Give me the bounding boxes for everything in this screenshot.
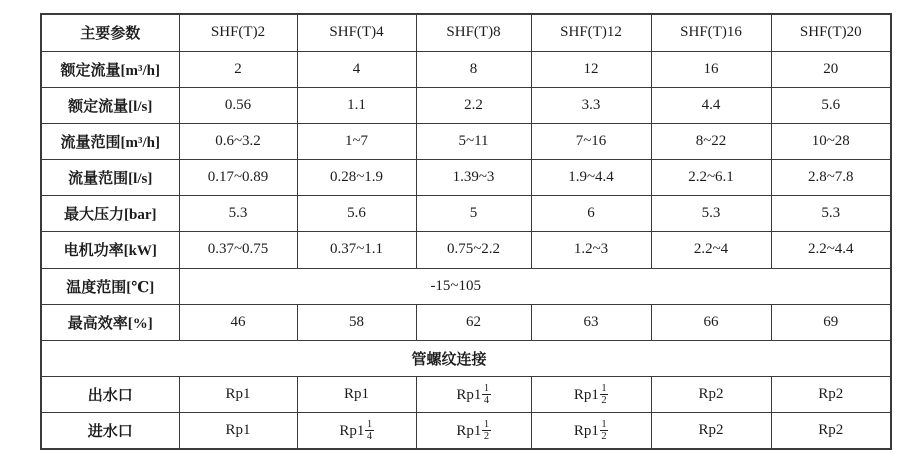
table-row: [41, 51, 891, 87]
value-cell: 8~22: [651, 123, 771, 159]
thread-size-prefix: Rp1: [343, 386, 369, 403]
column-header-model: SHF(T)4: [297, 14, 416, 51]
thread-size-fraction: [365, 419, 373, 443]
row-label: 额定流量[m³/h]: [41, 51, 179, 87]
value-cell: [179, 413, 297, 449]
value-cell: 0.37~1.1: [297, 232, 416, 268]
value-cell: 1~7: [297, 123, 416, 159]
value-cell: 5.3: [771, 196, 891, 232]
value-cell: 5.3: [651, 196, 771, 232]
value-cell: 5.6: [771, 87, 891, 123]
value-cell: 2.2~6.1: [651, 160, 771, 196]
fraction-denominator: 4: [366, 431, 373, 443]
thread-size-prefix: Rp2: [698, 386, 724, 403]
thread-size-fraction: [600, 419, 608, 443]
value-cell: 10~28: [771, 123, 891, 159]
column-header-model: SHF(T)16: [651, 14, 771, 51]
value-cell: [771, 377, 891, 413]
table-row: [41, 268, 891, 304]
thread-size-prefix: Rp2: [818, 386, 844, 403]
row-label: 额定流量[l/s]: [41, 87, 179, 123]
value-cell: 0.75~2.2: [416, 232, 531, 268]
value-cell: 69: [771, 304, 891, 340]
thread-size-prefix: Rp1: [225, 386, 251, 403]
value-cell: 2.2: [416, 87, 531, 123]
value-cell: [771, 413, 891, 449]
value-cell: [531, 377, 651, 413]
value-cell: 4: [297, 51, 416, 87]
value-cell: 2: [179, 51, 297, 87]
value-cell: 5.3: [179, 196, 297, 232]
value-cell: 4.4: [651, 87, 771, 123]
table-row: [41, 196, 891, 232]
section-band: 管螺纹连接: [41, 340, 891, 376]
value-cell: 8: [416, 51, 531, 87]
value-cell: [531, 413, 651, 449]
table-row: [41, 87, 891, 123]
table-row: [41, 160, 891, 196]
row-label: 最高效率[%]: [41, 304, 179, 340]
fraction-numerator: 1: [601, 382, 607, 394]
column-header-model: SHF(T)8: [416, 14, 531, 51]
table-row: [41, 232, 891, 268]
fraction-denominator: 4: [483, 395, 490, 407]
value-cell: 66: [651, 304, 771, 340]
merged-value-cell: -15~105: [179, 268, 891, 304]
thread-size-fraction: [600, 383, 608, 407]
table-body: [41, 51, 891, 449]
thread-size-prefix: Rp2: [698, 422, 724, 439]
value-cell: [416, 377, 531, 413]
value-cell: [179, 377, 297, 413]
row-label: 进水口: [41, 413, 179, 449]
value-cell: 0.6~3.2: [179, 123, 297, 159]
thread-size-fraction: [482, 383, 490, 407]
row-label: 电机功率[kW]: [41, 232, 179, 268]
column-header-model: SHF(T)2: [179, 14, 297, 51]
value-cell: 0.17~0.89: [179, 160, 297, 196]
value-cell: 1.2~3: [531, 232, 651, 268]
value-cell: 2.2~4.4: [771, 232, 891, 268]
value-cell: 1.1: [297, 87, 416, 123]
value-cell: [651, 377, 771, 413]
pump-spec-table: [40, 13, 892, 450]
value-cell: 6: [531, 196, 651, 232]
table-row: [41, 123, 891, 159]
value-cell: 1.39~3: [416, 160, 531, 196]
value-cell: 46: [179, 304, 297, 340]
value-cell: [297, 377, 416, 413]
value-cell: 12: [531, 51, 651, 87]
value-cell: 2.8~7.8: [771, 160, 891, 196]
value-cell: [651, 413, 771, 449]
fraction-numerator: 1: [483, 418, 490, 430]
thread-size-fraction: [482, 419, 490, 443]
thread-size-prefix: Rp1: [456, 422, 482, 439]
column-header-model: SHF(T)12: [531, 14, 651, 51]
value-cell: 5: [416, 196, 531, 232]
fraction-numerator: 1: [366, 418, 373, 430]
row-label: 最大压力[bar]: [41, 196, 179, 232]
table-row: [41, 413, 891, 449]
row-label: 流量范围[l/s]: [41, 160, 179, 196]
fraction-denominator: 2: [601, 431, 607, 443]
value-cell: 63: [531, 304, 651, 340]
value-cell: 58: [297, 304, 416, 340]
fraction-denominator: 2: [483, 431, 490, 443]
value-cell: 5.6: [297, 196, 416, 232]
fraction-numerator: 1: [483, 382, 490, 394]
value-cell: 20: [771, 51, 891, 87]
row-label: 流量范围[m³/h]: [41, 123, 179, 159]
value-cell: 16: [651, 51, 771, 87]
table-row: [41, 377, 891, 413]
value-cell: 0.56: [179, 87, 297, 123]
value-cell: 62: [416, 304, 531, 340]
fraction-denominator: 2: [601, 395, 607, 407]
value-cell: 7~16: [531, 123, 651, 159]
thread-size-prefix: Rp1: [573, 386, 599, 403]
row-label: 出水口: [41, 377, 179, 413]
thread-size-prefix: Rp2: [818, 422, 844, 439]
value-cell: 0.37~0.75: [179, 232, 297, 268]
value-cell: 2.2~4: [651, 232, 771, 268]
value-cell: 3.3: [531, 87, 651, 123]
thread-size-prefix: Rp1: [573, 422, 599, 439]
table-row: [41, 304, 891, 340]
value-cell: 0.28~1.9: [297, 160, 416, 196]
value-cell: [416, 413, 531, 449]
value-cell: 1.9~4.4: [531, 160, 651, 196]
column-header-model: SHF(T)20: [771, 14, 891, 51]
thread-size-prefix: Rp1: [456, 386, 482, 403]
param-column-header: 主要参数: [41, 14, 179, 51]
thread-size-prefix: Rp1: [225, 422, 251, 439]
value-cell: [297, 413, 416, 449]
fraction-numerator: 1: [601, 418, 607, 430]
thread-size-prefix: Rp1: [339, 422, 365, 439]
header-row: [41, 14, 891, 51]
row-label: 温度范围[℃]: [41, 268, 179, 304]
table-row: [41, 340, 891, 376]
value-cell: 5~11: [416, 123, 531, 159]
